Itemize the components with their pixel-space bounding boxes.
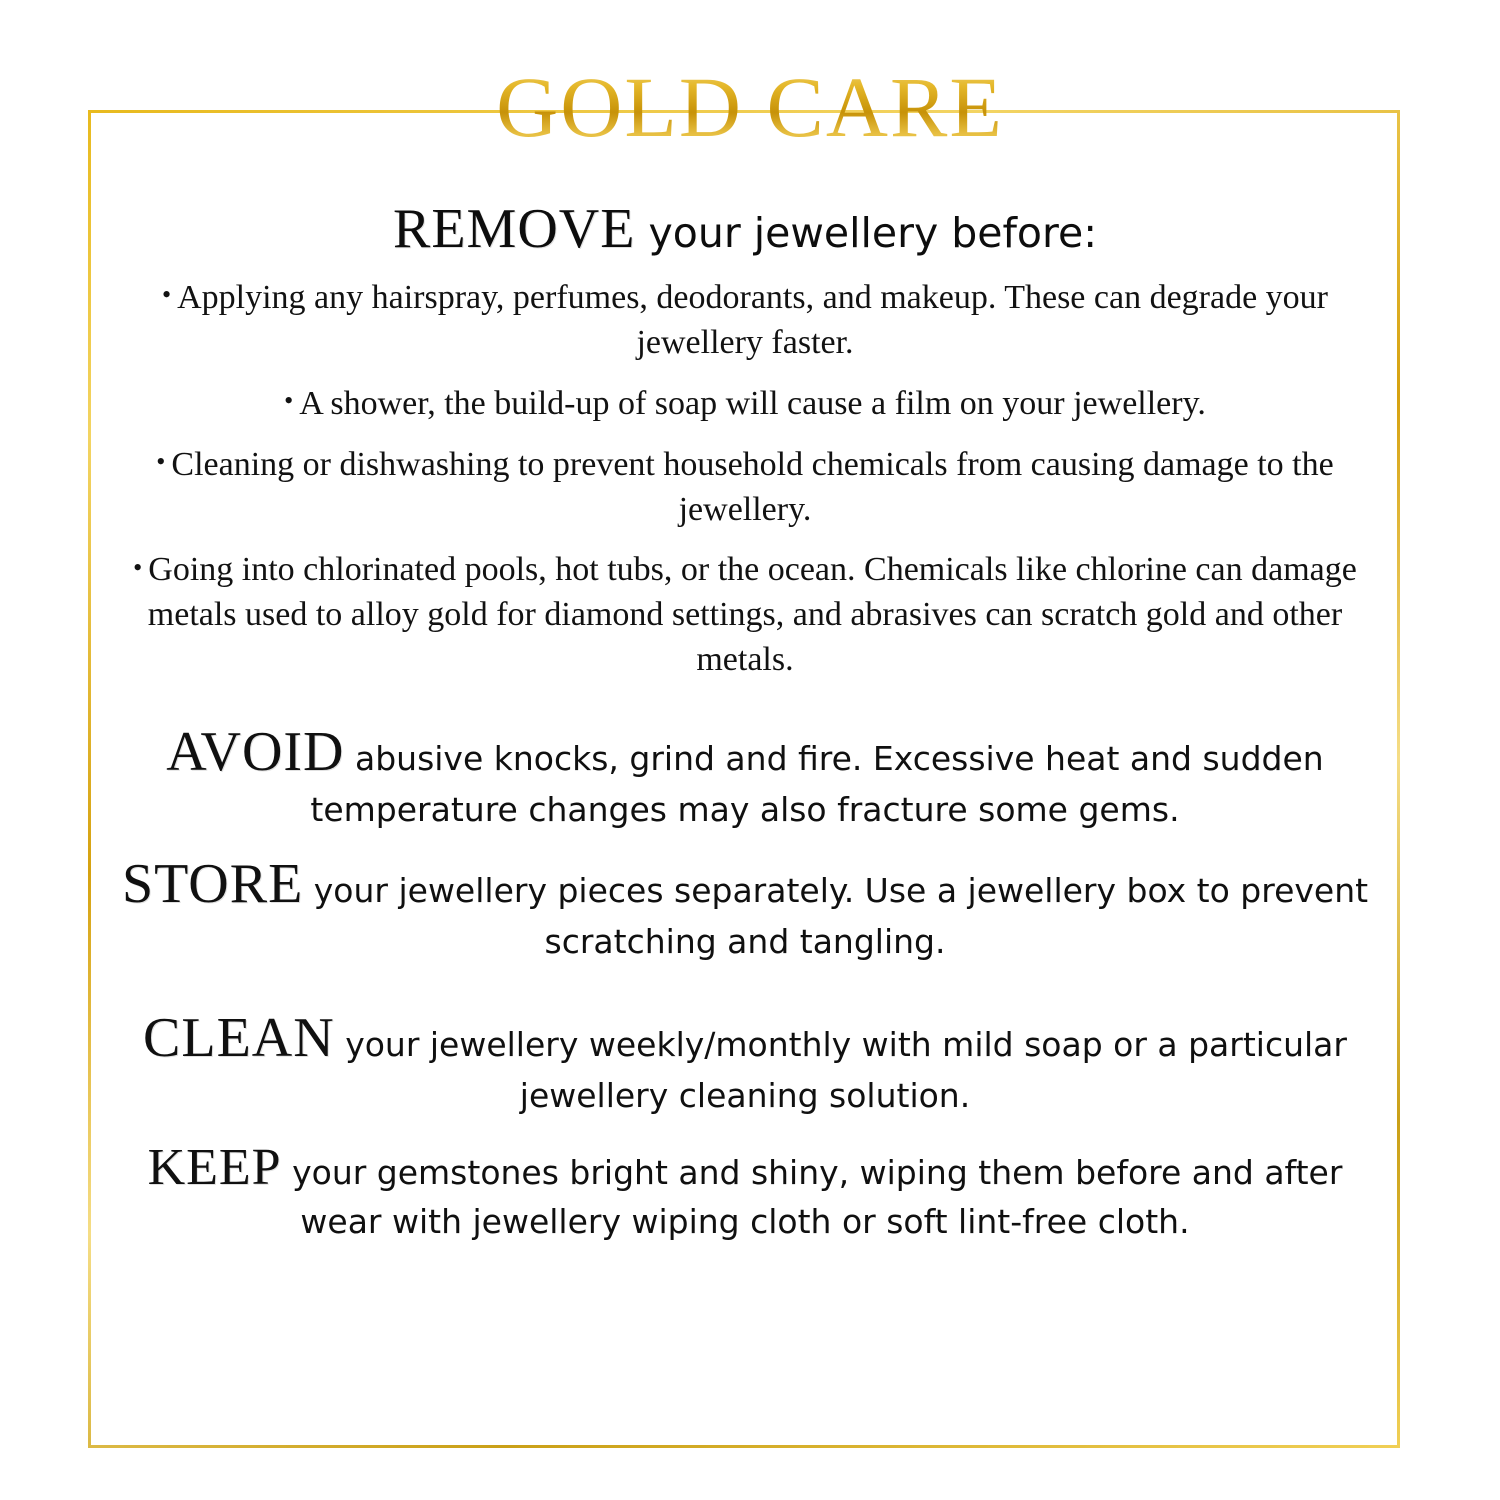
section-avoid: [120, 717, 1370, 831]
page-title-container: [0, 58, 1500, 157]
bullet-icon: •: [284, 386, 294, 416]
list-item: [120, 276, 1370, 366]
bullet-icon: •: [133, 552, 143, 582]
keep-keyword: KEEP: [147, 1138, 282, 1196]
list-item: [120, 382, 1370, 427]
list-item-text: Applying any hairspray, perfumes, deodorants, and makeup. These can degrade your jewellery faster.: [177, 279, 1328, 361]
list-item: [120, 443, 1370, 533]
remove-heading: [120, 196, 1370, 262]
remove-keyword: REMOVE: [392, 198, 636, 260]
section-store: [120, 849, 1370, 963]
section-keep: [120, 1135, 1370, 1244]
bullet-icon: •: [161, 280, 172, 310]
bullet-icon: •: [156, 446, 166, 476]
list-item-text: Cleaning or dishwashing to prevent household chemicals from causing damage to the jewellery.: [171, 445, 1334, 528]
avoid-body: abusive knocks, grind and fire. Excessive heat and sudden temperature changes may also fracture some gems.: [310, 739, 1324, 829]
store-keyword: STORE: [121, 852, 304, 915]
care-instructions: [120, 196, 1370, 1244]
remove-heading-rest: your jewellery before:: [648, 209, 1098, 257]
list-item: [120, 548, 1370, 683]
store-body: your jewellery pieces separately. Use a jewellery box to prevent scratching and tangling.: [313, 870, 1369, 961]
clean-body: your jewellery weekly/monthly with mild soap or a particular jewellery cleaning solution.: [345, 1024, 1347, 1115]
remove-bullet-list: [120, 276, 1370, 683]
keep-body: your gemstones bright and shiny, wiping them before and after wear with jewellery wiping cloth or soft lint-free cloth.: [292, 1152, 1343, 1242]
list-item-text: A shower, the build-up of soap will cause a film on your jewellery.: [299, 384, 1206, 422]
clean-keyword: CLEAN: [143, 1006, 335, 1069]
avoid-keyword: AVOID: [166, 721, 345, 784]
section-clean: [120, 1003, 1370, 1117]
page-title: GOLD CARE: [462, 58, 1038, 157]
list-item-text: Going into chlorinated pools, hot tubs, or the ocean. Chemicals like chlorine can damage metals used to alloy gold for diamond settings, and abrasives can scratch gold and other metals.: [147, 551, 1357, 679]
